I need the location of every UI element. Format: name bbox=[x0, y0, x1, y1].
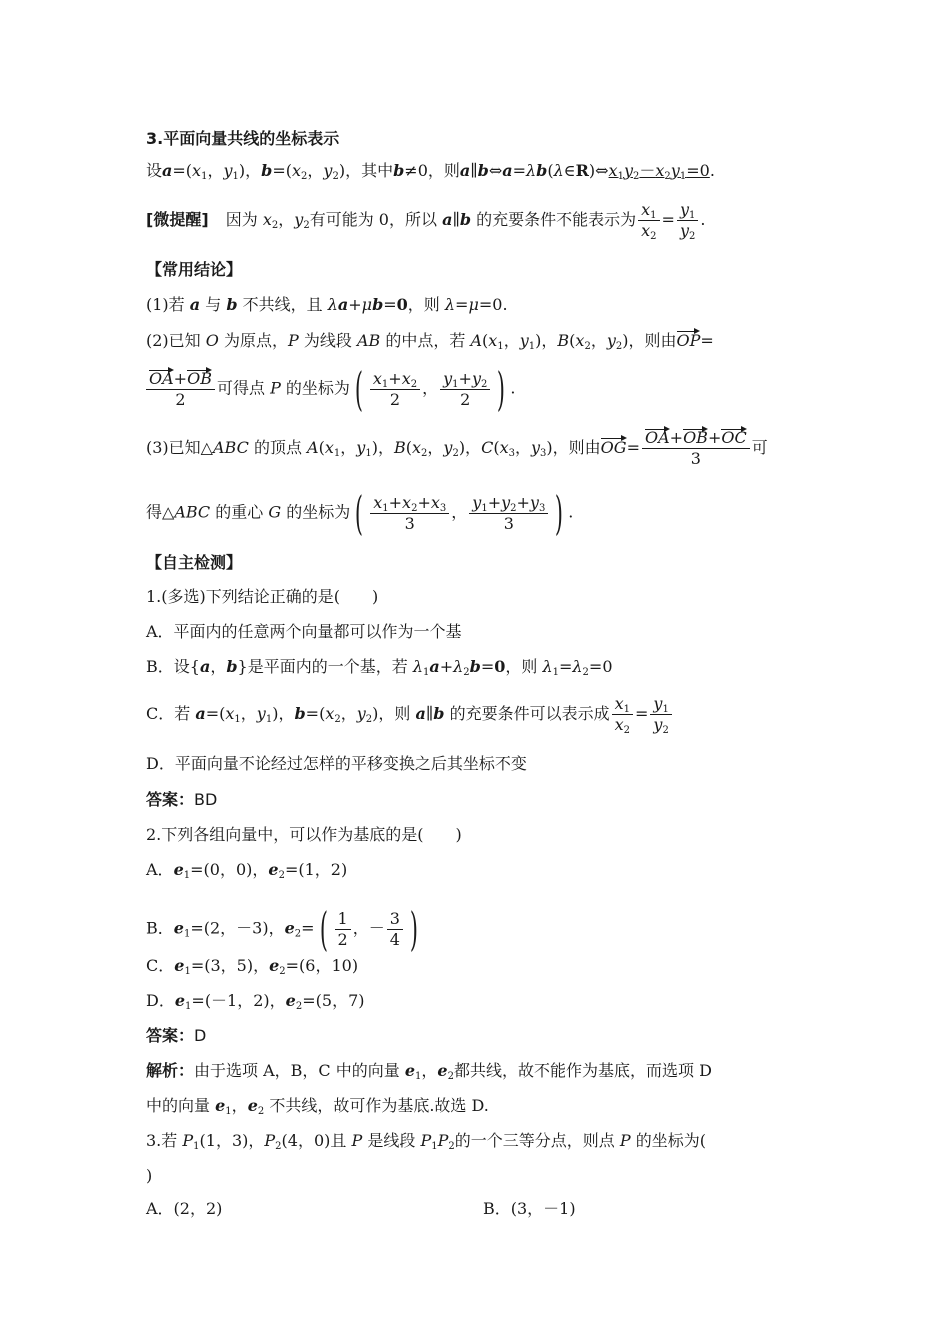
fraction: $\frac{x_1+x_2+x_3}{3}$ bbox=[370, 493, 449, 534]
self-check-header: 【自主检测】 bbox=[146, 553, 243, 572]
section-title: 3.平面向量共线的坐标表示 bbox=[146, 129, 340, 148]
q1-option-d: D．平面向量不论经过怎样的平移变换之后其坐标不变 bbox=[146, 754, 527, 773]
fraction: $\frac{OA+OB}{2}$ bbox=[146, 369, 215, 410]
common-conclusions-header: 【常用结论】 bbox=[146, 260, 243, 279]
q1-option-b: B．设{a，b}是平面内的一个基，若 $\lambda_1a+\lambda_2b=0$，则 $\lambda_1=\lambda_2=0$ bbox=[146, 657, 613, 678]
tip-label: [微提醒] bbox=[146, 210, 209, 229]
conclusion-3-line1: (3)已知△ABC 的顶点 $A(x_1$，$y_1$)，$B(x_2$，$y_2$)，$C(x_3$，$y_3$)，则由OG= $\frac{OA+OB+OC}{3}$ 可 bbox=[146, 428, 768, 468]
fraction: $\frac{OA+OB+OC}{3}$ bbox=[642, 428, 750, 469]
q2-answer: 答案：D bbox=[146, 1026, 207, 1045]
q3-stem-line1: 3.若 $P_1(1$，3)，$P_2(4$，0)且 P 是线段 $P_1P_2$的一个三等分点，则点 P 的坐标为( bbox=[146, 1131, 706, 1152]
conclusion-2-line1: (2)已知 O 为原点，P 为线段 AB 的中点，若 $A(x_1$，$y_1$)，$B(x_2$，$y_2$)，则由OP= bbox=[146, 331, 714, 352]
collinear-formula-line: 设$a=(x_1$，$y_1$)，$b=(x_2$，$y_2$)，其中b≠0，则$a\parallel b\Leftrightarrow a=\lambda b(\lambda\in R)\Leftrightarrow x_1y_2-x_2y_1=0$. bbox=[146, 161, 715, 182]
fraction: $\frac{1}{2}$ bbox=[335, 909, 351, 950]
q2-stem: 2.下列各组向量中，可以作为基底的是( ) bbox=[146, 825, 462, 844]
q2-analysis-line1: 解析：由于选项 A，B，C 中的向量 $e_1$，$e_2$都共线，故不能作为基底，而选项 D bbox=[146, 1061, 712, 1082]
fraction: $\frac{x_1+x_2}{2}$ bbox=[370, 369, 420, 410]
conclusion-2-line2: $\frac{OA+OB}{2}$ 可得点 P 的坐标为 ( $\frac{x_1+x_2}{2}$ ， $\frac{y_1+y_2}{2}$ ) . bbox=[146, 366, 802, 412]
fraction: $\frac{x_1}{x_2}$ bbox=[612, 694, 633, 735]
conclusion-1: (1)若 a 与 b 不共线，且 λa+μb=0，则 λ=μ=0. bbox=[146, 295, 508, 314]
fraction: $\frac{y_1+y_2}{2}$ bbox=[440, 369, 490, 410]
q1-stem: 1.(多选)下列结论正确的是( ) bbox=[146, 587, 379, 606]
q3-options bbox=[146, 1198, 802, 1220]
q3-option-a: A．(2，2) bbox=[146, 1199, 223, 1218]
q1-answer: 答案：BD bbox=[146, 790, 218, 809]
fraction: $\frac{x_1}{x_2}$ bbox=[638, 200, 659, 241]
q2-option-b: B．$e_1=(2$，－3)，$e_2=$ ( $\frac{1}{2}$ ，－ $\frac{3}{4}$ ) bbox=[146, 902, 418, 956]
q1-option-a: A．平面内的任意两个向量都可以作为一个基 bbox=[146, 622, 462, 641]
q2-option-a: A．$e_1=(0$，0)，$e_2=(1$，2) bbox=[146, 860, 348, 881]
q3-option-b: B．(3，－1) bbox=[483, 1199, 576, 1218]
fraction: $\frac{y_1+y_2+y_3}{3}$ bbox=[469, 493, 548, 534]
q1-option-c: C．若 $a=(x_1$，$y_1$)，$b=(x_2$，$y_2$)，则 a∥b 的充要条件可以表示成 $\frac{x_1}{x_2}$ = $\frac{y_1}{y_2}$ bbox=[146, 694, 802, 735]
fraction: $\frac{3}{4}$ bbox=[387, 909, 403, 950]
fraction: $\frac{y_1}{y_2}$ bbox=[677, 200, 698, 241]
q3-stem-line2: ) bbox=[146, 1166, 153, 1185]
q2-option-c: C．$e_1=(3$，5)，$e_2=(6$，10) bbox=[146, 956, 359, 977]
q2-analysis-line2: 中的向量 $e_1$，$e_2$ 不共线，故可作为基底.故选 D. bbox=[146, 1096, 489, 1117]
fraction: $\frac{y_1}{y_2}$ bbox=[650, 694, 671, 735]
tip-line: [微提醒] 因为 $x_2$，$y_2$有可能为 0，所以 a∥b 的充要条件不能表示为 $\frac{x_1}{x_2}$ = $\frac{y_1}{y_2}$ . bbox=[146, 200, 706, 242]
q2-option-d: D．$e_1=(-1$，2)，$e_2=(5$，7) bbox=[146, 991, 365, 1012]
conclusion-3-line2: 得△ABC 的重心 G 的坐标为 ( $\frac{x_1+x_2+x_3}{3}$ ， $\frac{y_1+y_2+y_3}{3}$ ) . bbox=[146, 486, 574, 540]
